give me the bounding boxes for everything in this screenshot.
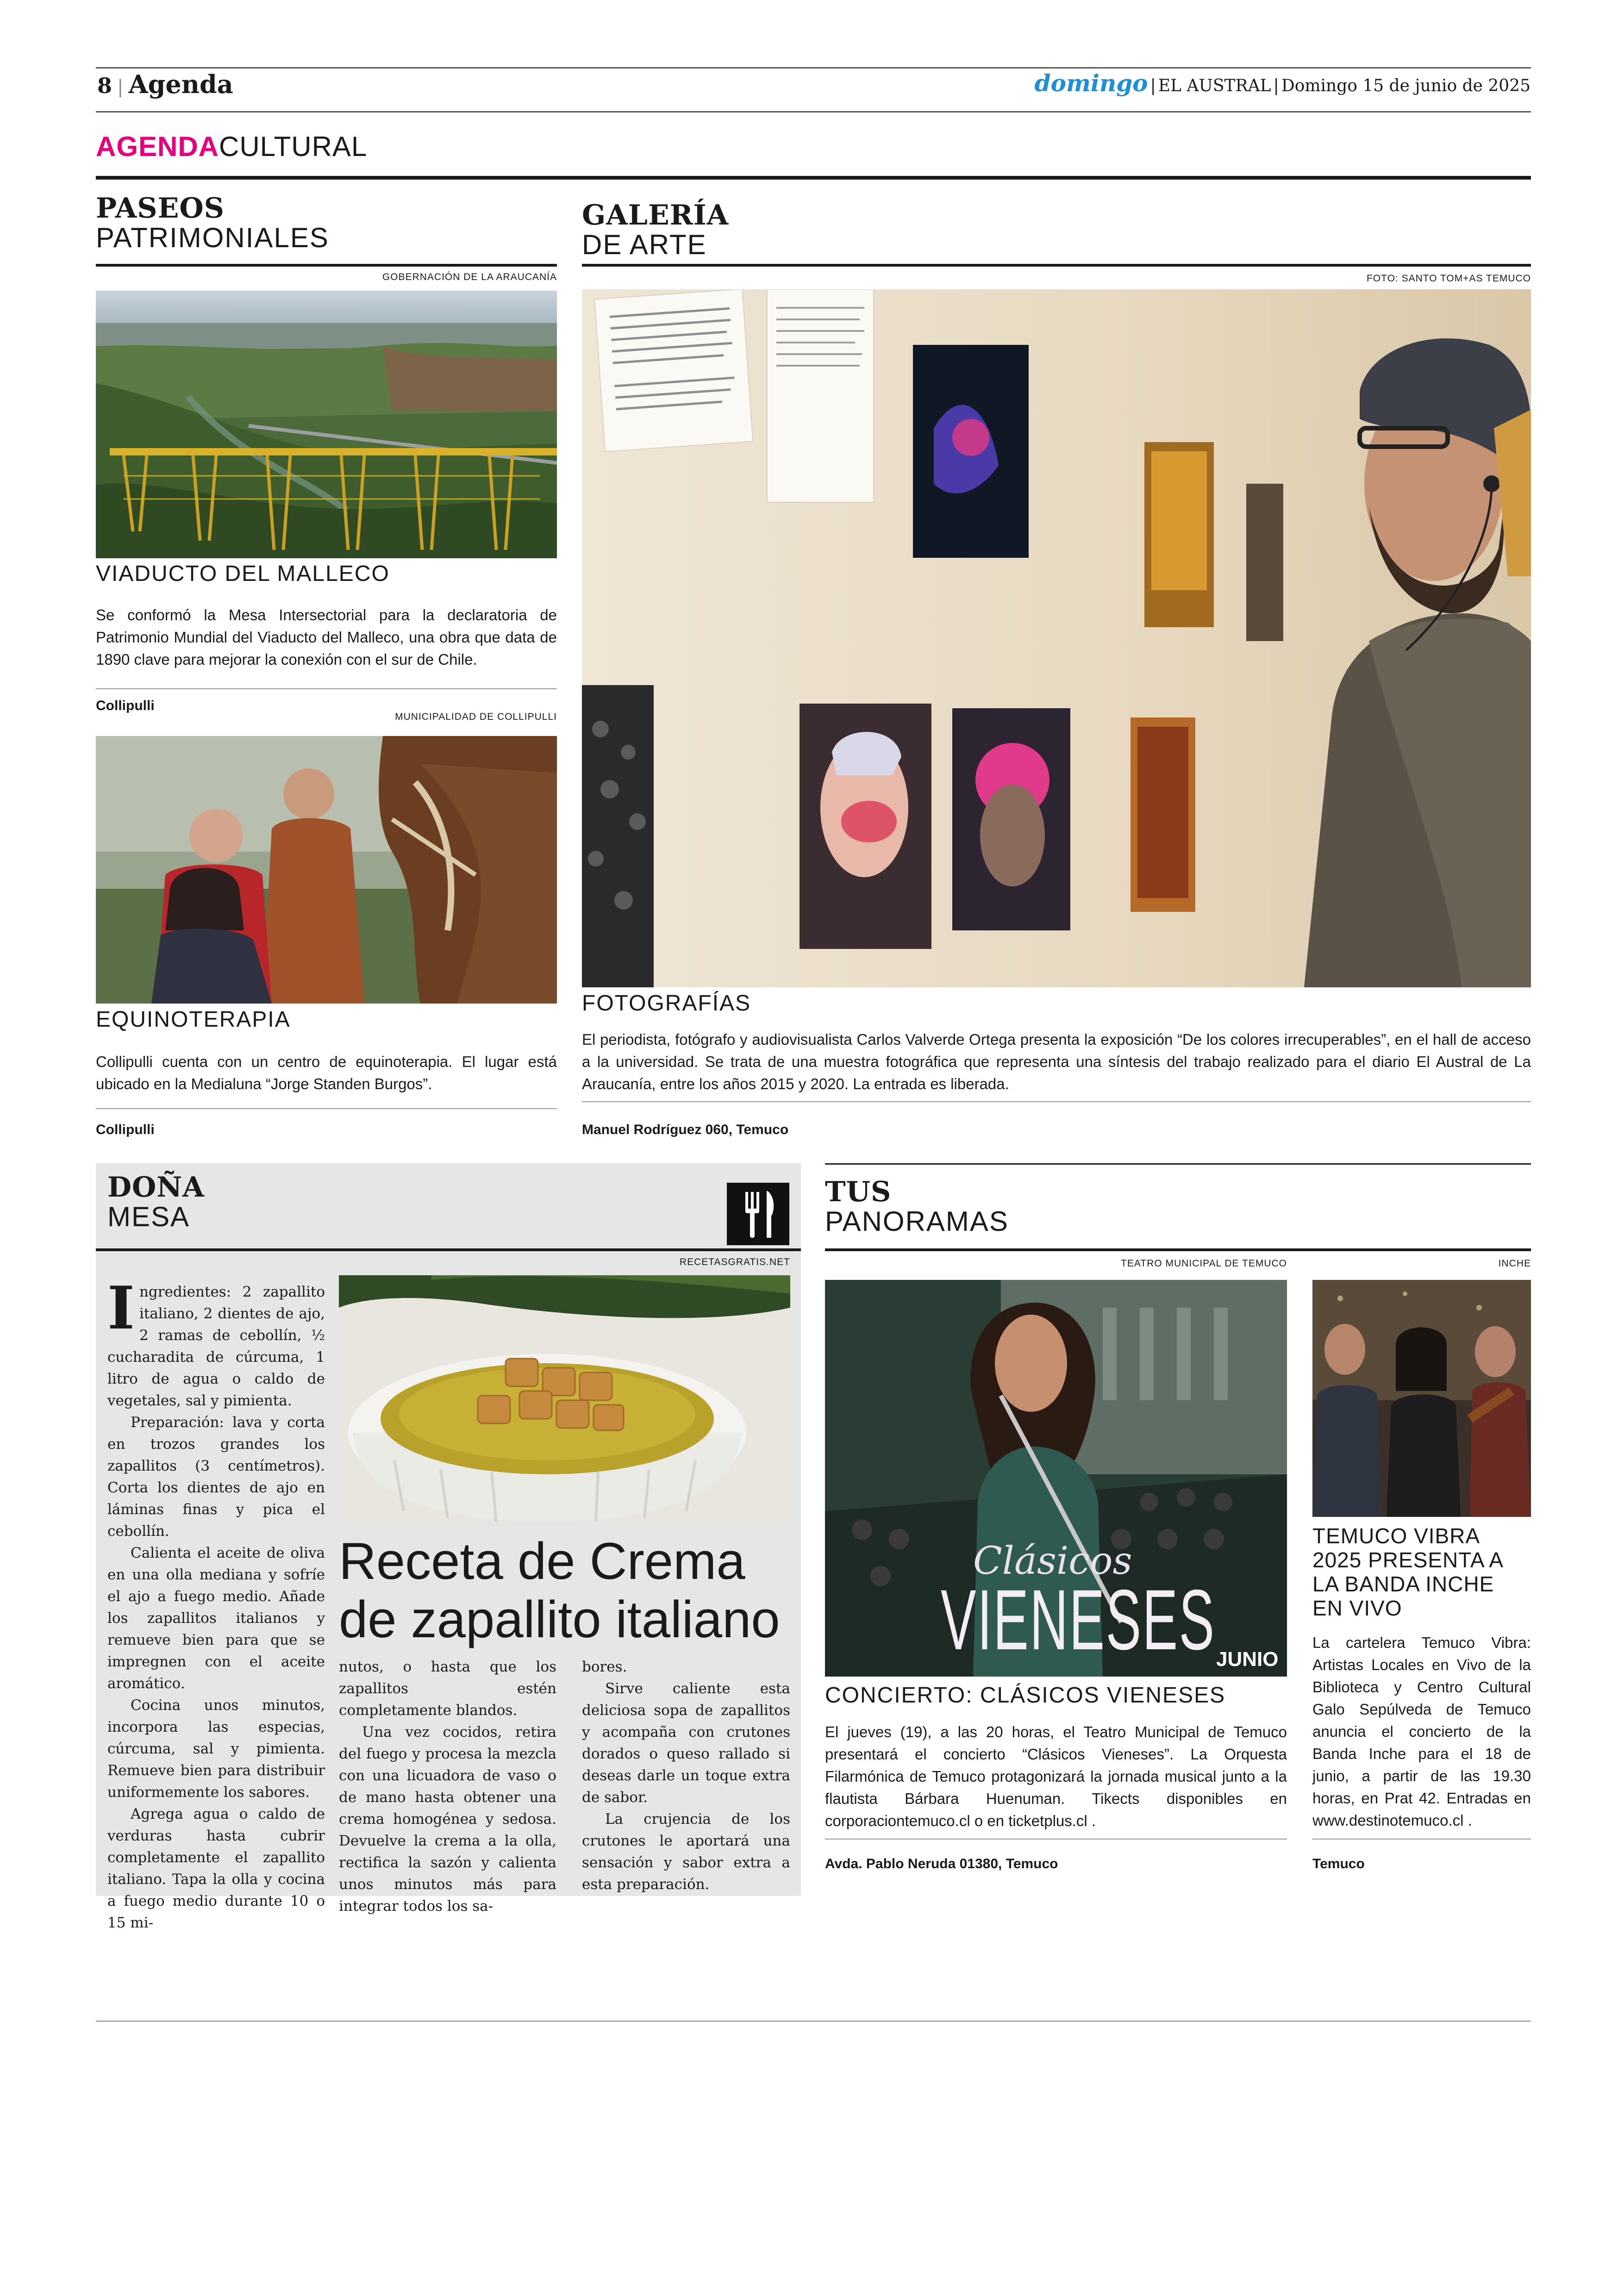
page-number: 8 xyxy=(97,73,112,98)
fork-knife-icon xyxy=(727,1183,789,1245)
poster-month: JUNIO xyxy=(1216,1648,1279,1671)
equino-location: Collipulli xyxy=(96,1122,155,1137)
recipe-step-preparation: Preparación: lava y corta en trozos grandes los zapallitos (3 centímetros). Corta los dientes de ajo en láminas finas y pica el cebollín. xyxy=(107,1414,325,1540)
recipe-step-blend: Una vez cocidos, retira del fuego y procesa la mezcla con una licuadora de vaso o de mano hasta obtener una crema homogénea y sedosa. Devuelve la crema a la olla, rectifica la sazón y calienta unos minutos más para integrar todos los sa- xyxy=(339,1724,556,1915)
tus-subtitle: PANORAMAS xyxy=(825,1206,1009,1237)
banner-light: CULTURAL xyxy=(219,131,368,162)
banner-rule xyxy=(96,176,1531,180)
dona-rule xyxy=(96,1248,801,1251)
equino-photo-credit: MUNICIPALIDAD DE COLLIPULLI xyxy=(395,711,557,722)
recipe-step-soft: nutos, o hasta que los zapallitos estén completamente blandos. xyxy=(339,1659,556,1719)
viaducto-divider xyxy=(96,688,557,689)
tus-kicker: TUS xyxy=(825,1176,892,1208)
recipe-step-cook: Cocina unos minutos, incorpora las especias, cúrcuma, sal y pimienta. Remueve bien para distribuir uniformemente los sabores. xyxy=(107,1697,325,1801)
top-rule xyxy=(96,67,1531,69)
dropcap: I xyxy=(107,1274,135,1342)
recipe-headline: Receta de Crema de zapallito italiano xyxy=(339,1532,780,1648)
header-rule xyxy=(96,111,1531,112)
galeria-section xyxy=(582,199,1531,261)
recipe-step-heat: Calienta el aceite de oliva en una olla mediana y sofríe el ajo a fuego medio. Añade los zapallitos italianos y remueve bien para que se impregnen con el aceite aromático. xyxy=(107,1545,325,1692)
concert-divider xyxy=(825,1839,1287,1840)
concert-location: Avda. Pablo Neruda 01380, Temuco xyxy=(825,1856,1058,1871)
paseos-rule xyxy=(96,264,557,267)
inche-divider xyxy=(1312,1839,1531,1840)
section-name: Agenda xyxy=(128,69,233,99)
galeria-kicker: GALERÍA xyxy=(582,199,729,231)
galeria-rule xyxy=(582,264,1531,267)
poster-main-title: VIENESES xyxy=(941,1572,1216,1668)
dona-section xyxy=(107,1171,205,1233)
supplement-logo: domingo xyxy=(1034,69,1148,97)
inche-title: TEMUCO VIBRA 2025 PRESENTA A LA BANDA INCHE EN VIVO xyxy=(1312,1524,1503,1620)
poster-script-title: Clásicos xyxy=(973,1539,1132,1583)
inche-body: La cartelera Temuco Vibra: Artistas Locales en Vivo de la Biblioteca y Centro Cultural Galo Sepúlveda de Temuco anuncia el concierto de la Banda Inche para el 18 de junio, a partir de las 19.30 horas, en Prat 42. Entradas en www.destinotemuco.cl . xyxy=(1312,1634,1531,1829)
tus-rule xyxy=(825,1248,1531,1251)
paseos-kicker: PASEOS xyxy=(96,192,225,225)
concert-body: El jueves (19), a las 20 horas, el Teatro Municipal de Temuco presentará el concierto “Clásicos Vieneses”. La Orquesta Filarmónica de Temuco protagonizará la jornada musical junto a la flautista Bárbara Huenuman. Tikects disponibles en corporaciontemuco.cl o en ticketplus.cl . xyxy=(825,1723,1287,1829)
equino-divider xyxy=(96,1108,557,1109)
dona-subtitle: MESA xyxy=(107,1201,190,1232)
viaducto-photo-credit: GOBERNACIÓN DE LA ARAUCANÍA xyxy=(382,272,557,282)
galeria-title: FOTOGRAFÍAS xyxy=(582,991,751,1016)
tus-section xyxy=(825,1176,1009,1237)
concert-title: CONCIERTO: CLÁSICOS VIENESES xyxy=(825,1683,1226,1708)
section-banner xyxy=(96,131,367,162)
recipe-column-1 xyxy=(107,1274,325,1934)
equino-body: Collipulli cuenta con un centro de equinoterapia. El lugar está ubicado en la Medialuna “Jorge Standen Burgos”. xyxy=(96,1053,557,1092)
viaducto-photo xyxy=(96,291,557,558)
inche-band-photo xyxy=(1312,1280,1531,1517)
paseos-subtitle: PATRIMONIALES xyxy=(96,222,329,253)
galeria-location: Manuel Rodríguez 060, Temuco xyxy=(582,1122,789,1137)
recipe-ingredients: ngredientes: 2 zapallito italiano, 2 dientes de ajo, 2 ramas de cebollín, ½ cucharadita de cúrcuma, 1 litro de agua o caldo de vegetales, sal y pimienta. xyxy=(107,1284,325,1409)
page-header-right: domingo | EL AUSTRAL | Domingo 15 de junio de 2025 xyxy=(1034,69,1530,97)
recipe-step-water: Agrega agua o caldo de verduras hasta cubrir completamente el zapallito italiano. Tapa la olla y cocina a fuego medio durante 10 o 15 mi- xyxy=(107,1806,325,1931)
viaducto-body: Se conformó la Mesa Intersectorial para la declaratoria de Patrimonio Mundial del Viaducto del Malleco, una obra que data de 1890 clave para mejorar la conexión con el sur de Chile. xyxy=(96,606,557,668)
issue-date: Domingo 15 de junio de 2025 xyxy=(1281,76,1530,95)
recipe-column-2 xyxy=(339,1656,556,1917)
newspaper-name: EL AUSTRAL xyxy=(1158,76,1271,95)
recipe-step-serve: Sirve caliente esta deliciosa sopa de zapallitos y acompaña con crutones dorados o queso rallado si deseas darle un toque extra de sabor. xyxy=(582,1680,790,1806)
equinoterapia-photo xyxy=(96,736,557,1004)
soup-photo xyxy=(339,1275,790,1522)
tus-top-rule xyxy=(825,1163,1531,1165)
viaducto-title: VIADUCTO DEL MALLECO xyxy=(96,561,390,586)
inche-photo-credit: INCHE xyxy=(1498,1258,1531,1269)
concert-poster xyxy=(825,1280,1287,1677)
banner-bold: AGENDA xyxy=(96,131,219,162)
galeria-photo-credit: FOTO: SANTO TOM+AS TEMUCO xyxy=(1366,273,1531,284)
recipe-step-flavors: bores. xyxy=(582,1659,627,1675)
recipe-photo-credit: RECETASGRATIS.NET xyxy=(679,1257,790,1267)
galeria-divider xyxy=(582,1101,1531,1102)
recipe-step-croutons: La crujencia de los crutones le aportará una sensación y sabor extra a esta preparación. xyxy=(582,1811,790,1893)
viaducto-location: Collipulli xyxy=(96,698,155,713)
page-header-left: 8 | Agenda xyxy=(97,69,233,99)
dona-kicker: DOÑA xyxy=(107,1171,205,1204)
galeria-subtitle: DE ARTE xyxy=(582,229,707,260)
paseos-section xyxy=(96,192,557,254)
inche-location: Temuco xyxy=(1312,1856,1365,1871)
galeria-photo xyxy=(582,289,1531,987)
recipe-column-3 xyxy=(582,1656,790,1896)
bottom-rule xyxy=(96,2021,1531,2022)
equino-title: EQUINOTERAPIA xyxy=(96,1007,291,1032)
galeria-body: El periodista, fotógrafo y audiovisualista Carlos Valverde Ortega presenta la exposición “De los colores irrecuperables”, en el hall de acceso a la universidad. Se trata de una muestra fotográfica que representa una síntesis del trabajo realizado para el diario El Austral de La Araucanía, entre los años 2015 y 2020. La entrada es liberada. xyxy=(582,1031,1531,1092)
concert-photo-credit: TEATRO MUNICIPAL DE TEMUCO xyxy=(1121,1258,1287,1269)
